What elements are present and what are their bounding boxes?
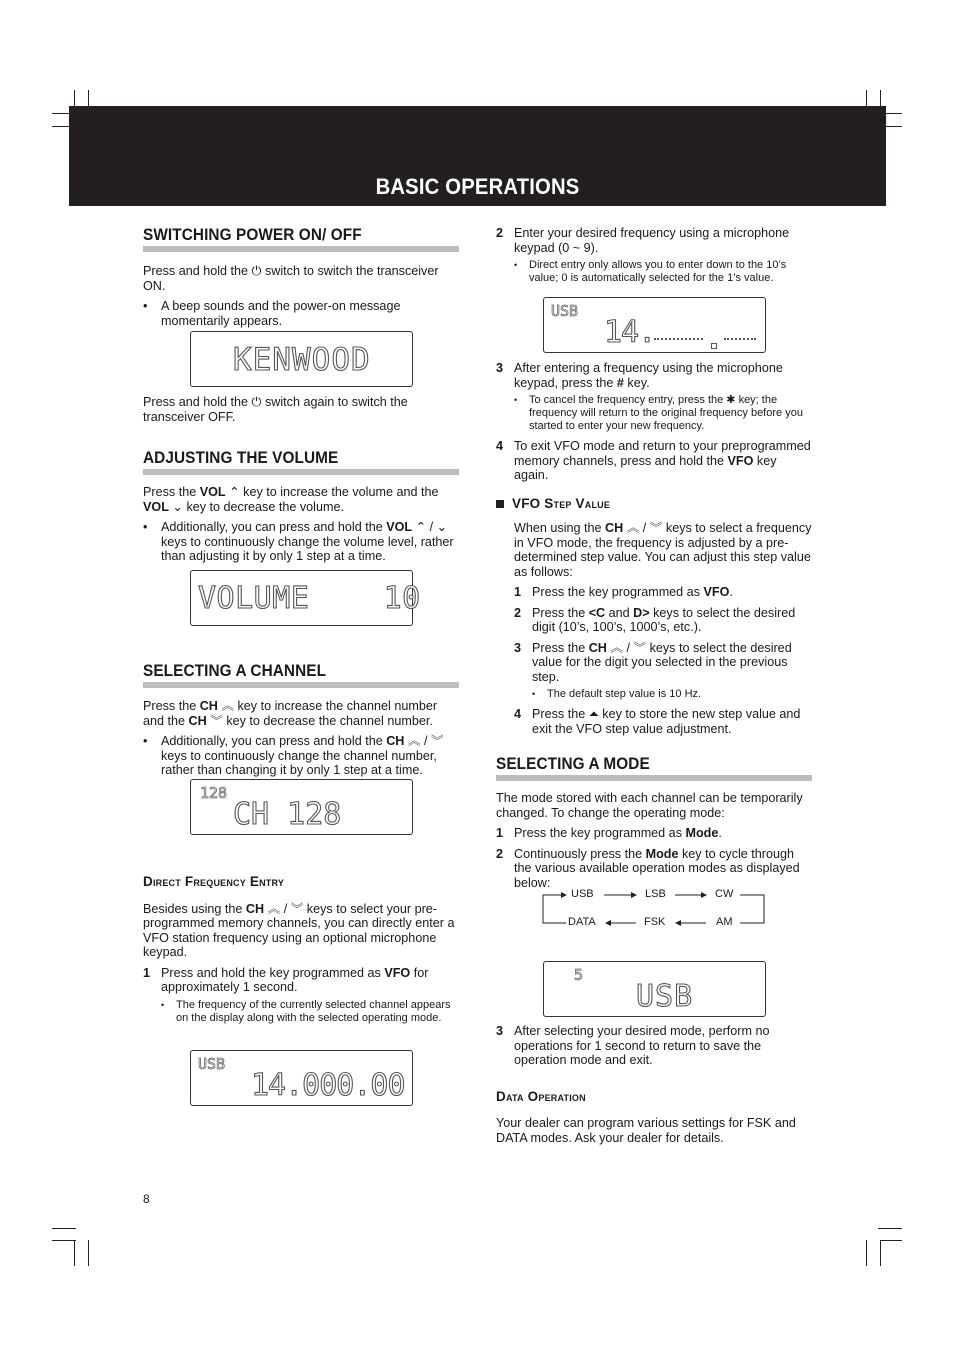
direct-step-2: 2 Enter your desired frequency using a microphone keypad (0 ~ 9).: [496, 226, 790, 255]
power-beep-bullet: • A beep sounds and the power-on message momentarily appears.: [143, 299, 459, 328]
page-number: 8: [143, 1192, 150, 1206]
vfo-step-3-note: • The default step value is 10 Hz.: [532, 688, 812, 701]
vfo-step-3: 3 Press the CH ︽ / ︾ keys to select the desired value for the digit you selected in the previous step.: [514, 640, 792, 684]
lcd-frequency: USB 14.000.00: [190, 1050, 413, 1106]
channel-heading: SELECTING A CHANNEL: [143, 662, 459, 688]
mode-fsk: FSK: [644, 916, 666, 928]
lcd-blank-digits: [654, 338, 703, 340]
crop-mark: [878, 1228, 902, 1229]
volume-section: [143, 449, 459, 564]
lcd-mode: 5 USB: [543, 961, 766, 1017]
volume-heading: ADJUSTING THE VOLUME: [143, 449, 459, 475]
mode-lsb: LSB: [645, 888, 666, 900]
crop-mark: [88, 1240, 89, 1266]
crop-mark: [52, 1240, 76, 1241]
right-column: [496, 226, 812, 285]
vfo-step-text: When using the CH ︽ / ︾ keys to select a frequency in VFO mode, the frequency is adjusted by a pre-determined step value. You can adjust this step value as follows:: [514, 521, 812, 579]
mode-heading: SELECTING A MODE: [496, 755, 812, 781]
channel-bullet: • Additionally, you can press and hold the CH ︽ / ︾ keys to continuously change the channel number, rather than changing it by only 1 step at a time.: [143, 734, 459, 778]
lcd-blank-digits: [724, 338, 756, 340]
lcd-decimal-point: [711, 343, 717, 349]
volume-text: Press the VOL ⌃ key to increase the volume and the VOL ⌄ key to decrease the volume.: [143, 485, 439, 514]
crop-mark: [52, 1228, 76, 1229]
power-off-text: Press and hold the ⏻ switch again to switch the transceiver OFF.: [143, 395, 408, 424]
mode-section: [496, 755, 812, 890]
direct-entry-section: [143, 875, 459, 1025]
direct-step-4: 4 To exit VFO mode and return to your preprogrammed memory channels, press and hold the VFO key again.: [496, 439, 811, 482]
mode-step-1: 1 Press the key programmed as Mode.: [496, 826, 722, 840]
mode-usb: USB: [571, 888, 594, 900]
right-column-b: [496, 361, 812, 736]
crop-mark: [880, 1240, 881, 1266]
left-column-b: [143, 395, 443, 424]
mode-cycle-arrows: [540, 886, 770, 931]
direct-step-3-note: • To cancel the frequency entry, press the ✱ key; the frequency will return to the original frequency before you started to enter your new frequency.: [514, 394, 812, 433]
direct-entry-text: Besides using the CH ︽ / ︾ keys to select your pre-programmed memory channels, you can directly enter a VFO station frequency using an optional microphone keypad.: [143, 901, 455, 959]
data-operation-text: Your dealer can program various settings for FSK and DATA modes. Ask your dealer for details.: [496, 1116, 796, 1145]
direct-step-1-note: • The frequency of the currently selected channel appears on the display along with the selected operating mode.: [161, 999, 459, 1025]
page-title: BASIC OPERATIONS: [375, 174, 580, 199]
mode-step-3: 3 After selecting your desired mode, perform no operations for 1 second to return to save the operation mode and exit.: [496, 1024, 770, 1067]
mode-step-3-block: [496, 1024, 812, 1145]
channel-text: Press the CH ︽ key to increase the channel number and the CH ︾ key to decrease the channel number.: [143, 699, 438, 728]
power-on-text: Press and hold the ⏻ switch to switch the transceiver ON.: [143, 264, 439, 293]
lcd-volume: VOLUME 10: [190, 570, 413, 626]
direct-step-2-note: • Direct entry only allows you to enter down to the 10’s value; 0 is automatically selected for the 1’s value.: [514, 259, 812, 285]
vfo-step-4: 4 Press the ⏶ key to store the new step value and exit the VFO step value adjustment.: [514, 707, 801, 736]
lcd-kenwood: KENWOOD: [190, 331, 413, 387]
volume-bullet: • Additionally, you can press and hold the VOL ⌃ / ⌄ keys to continuously change the volume level, rather than adjusting it by only 1 step at a time.: [143, 520, 459, 564]
section-banner: [69, 106, 886, 206]
power-heading: SWITCHING POWER ON/ OFF: [143, 226, 459, 252]
mode-step-2: 2 Continuously press the Mode key to cycle through the various available operation modes as displayed below:: [496, 846, 800, 890]
vfo-step-heading: VFO Step Value: [496, 497, 812, 512]
crop-mark: [74, 1240, 75, 1266]
mode-data: DATA: [568, 916, 596, 928]
mode-am: AM: [716, 916, 733, 928]
crop-mark: [880, 1240, 902, 1241]
direct-step-3: 3 After entering a frequency using the microphone keypad, press the # key.: [496, 361, 783, 390]
vfo-step-1: 1 Press the key programmed as VFO.: [514, 585, 733, 599]
crop-mark: [866, 1240, 867, 1266]
direct-entry-heading: Direct Frequency Entry: [143, 874, 285, 889]
vfo-step-2: 2 Press the <C and D> keys to select the desired digit (10’s, 100’s, 1000’s, etc.).: [514, 605, 796, 634]
mode-text: The mode stored with each channel can be temporarily changed. To change the operating mode:: [496, 791, 803, 820]
square-bullet-icon: [496, 500, 504, 508]
lcd-channel: 128 CH 128: [190, 779, 413, 835]
data-operation-heading: Data Operation: [496, 1088, 586, 1104]
channel-section: [143, 662, 459, 778]
left-column: [143, 226, 459, 328]
mode-cw: CW: [715, 888, 734, 900]
direct-step-1: 1 Press and hold the key programmed as VFO for approximately 1 second.: [143, 965, 429, 994]
lcd-partial-frequency: USB 14.: [543, 297, 766, 353]
